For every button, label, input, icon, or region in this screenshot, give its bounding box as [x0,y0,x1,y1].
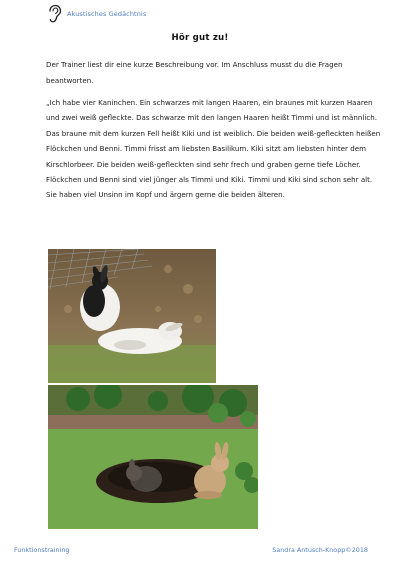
page-title: Hör gut zu! [171,33,229,43]
page-header [46,4,146,24]
rabbits-photo-lawn [48,249,216,383]
ear-icon [46,4,62,24]
footer-right: Sandra Antusch-Knopp©2018 [272,546,368,554]
rabbits-photo-garden [48,385,258,529]
footer-left: Funktionstraining [14,546,70,554]
intro-text: Der Trainer liest dir eine kurze Beschreibung vor. Im Anschluss musst du die Fragen beantworten. [46,60,343,85]
header-label: Akustisches Gedächtnis [67,10,147,18]
story-text: „Ich habe vier Kaninchen. Ein schwarzes mit langen Haaren, ein braunes mit kurzen Haaren und zwei weiß gefleckte. Das schwarze mit den langen Haaren heißt Timmi und ist männlich. Das braune mit dem kurzen Fell heißt Kiki und ist weiblich. Die beiden weiß-gefleckten heißen Flöckchen und Benni. Timmi frisst am liebsten Basilikum. Kiki sitzt am liebsten hinter dem Kirschlorbeer. Die beiden weiß-gefleckten sind sehr frech und graben gerne tiefe Löcher. Flöckchen und Benni sind viel jünger als Timmi und Kiki. Timmi und Kiki sind schon sehr alt. Sie haben viel Unsinn im Kopf und ärgern gerne die beiden älteren. [46,98,381,200]
